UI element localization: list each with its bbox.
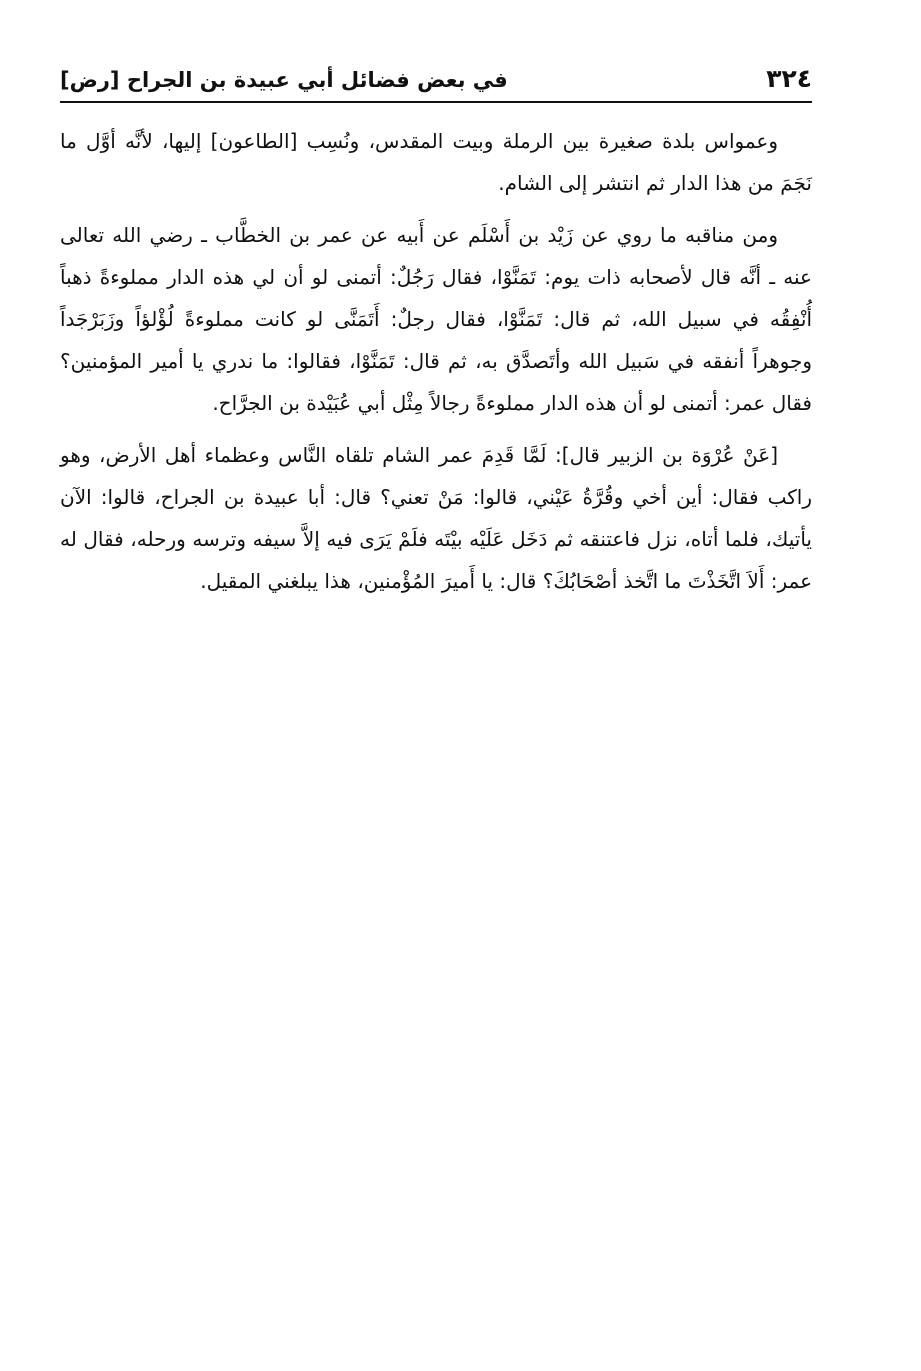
paragraph: [عَنْ عُرْوَة بن الزبير قال]: لَمَّا قَدِمَ عمر الشام تلقاه النَّاس وعظماء أهل الأرض، وهو راكب فقال: أين أخي وقُرَّةُ عَيْني، قالوا: مَنْ تعني؟ قال: أبا عبيدة بن الجراح، قالوا: الآن يأتيك، فلما أتاه، نزل فاعتنقه ثم دَخَل عَلَيْه بيْتَه فلَمْ يَرَى فيه إلاَّ سيفه وترسه ورحله، فقال له عمر: أَلاَ اتَّخَذْتَ ما اتَّخذ أصْحَابُكَ؟ قال: يا أَميرَ المُؤْمنين، هذا يبلغني المقيل.	[60, 443, 812, 593]
paragraph: وعمواس بلدة صغيرة بين الرملة وبيت المقدس، ونُسِب [الطاعون] إليها، لأنَّه أوَّل ما نَجَمَ من هذا الدار ثم انتشر إلى الشام.	[60, 129, 812, 195]
body-text	[60, 120, 812, 612]
page-header	[60, 62, 812, 98]
paragraph: ومن مناقبه ما روي عن زَيْد بن أَسْلَم عن أَبيه عن عمر بن الخطَّاب ـ رضي الله تعالى عنه ـ أنَّه قال لأصحابه ذات يوم: تَمَنَّوْا، فقال رَجُلٌ: أتمنى لو أن لي هذه الدار مملوءةً ذهباً أُنْفِقُه في سبيل الله، ثم قال: تَمَنَّوْا، فقال رجلٌ: أَتَمَنَّى لو كانت مملوءةً لُؤْلؤاً وزَبَرْجَداً وجوهراً أنفقه في سَبيل الله وأتَصدَّق به، ثم قال: تَمَنَّوْا، فقالوا: ما ندري يا أمير المؤمنين؟ فقال عمر: أتمنى لو أن هذه الدار مملوءةً رجالاً مِثْل أبي عُبَيْدة بن الجرَّاح.	[60, 223, 812, 415]
running-title: في بعض فضائل أبي عبيدة بن الجراح [رض]	[60, 68, 508, 92]
page-number: ٣٢٤	[766, 64, 812, 93]
header-rule	[60, 101, 812, 103]
